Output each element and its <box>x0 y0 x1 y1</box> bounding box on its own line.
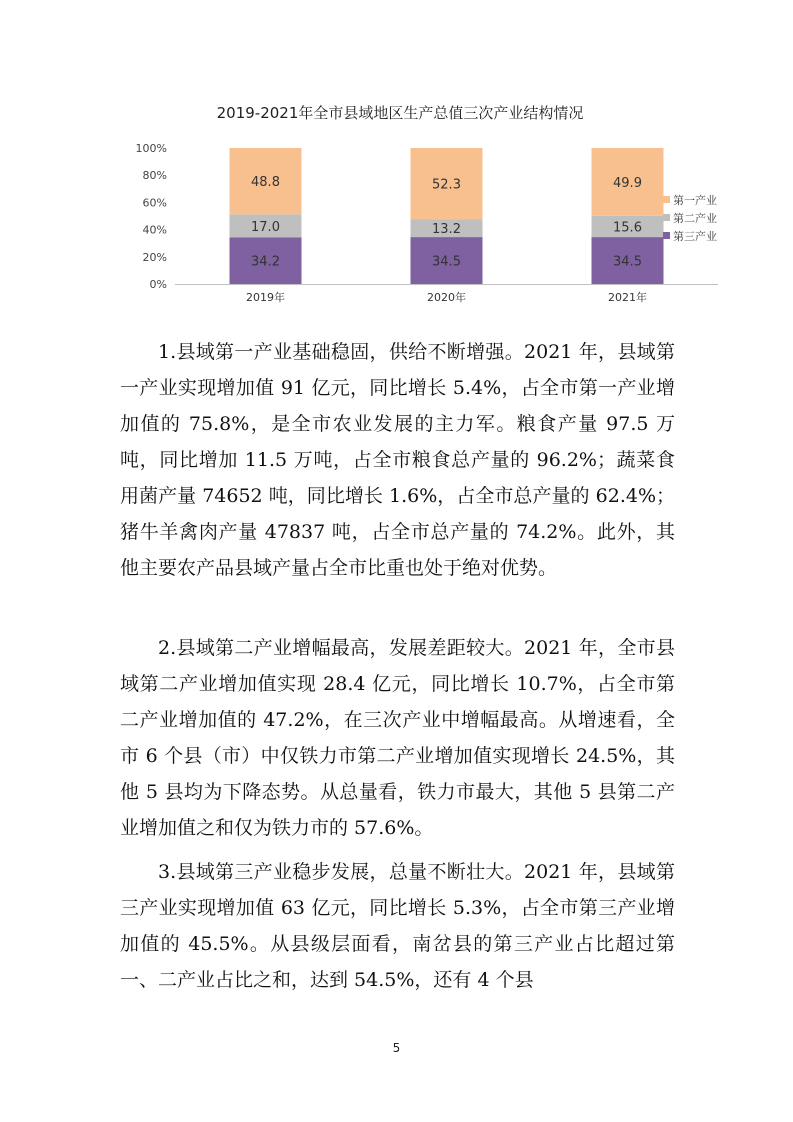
stacked-bar-chart <box>120 100 720 325</box>
data-label: 49.9 <box>613 175 642 191</box>
data-label: 15.6 <box>613 220 642 236</box>
y-tick-label: 60% <box>142 196 167 210</box>
chart-svg <box>120 100 720 325</box>
data-label: 34.5 <box>613 254 642 270</box>
page-number: 5 <box>392 1041 401 1055</box>
data-label: 17.0 <box>251 219 280 235</box>
legend-label: 第一产业 <box>673 194 717 207</box>
data-label: 34.5 <box>432 254 461 270</box>
legend-swatch <box>663 232 670 239</box>
paragraph-tertiary-industry: 3.县域第三产业稳步发展，总量不断壮大。2021 年，县域第三产业实现增加值 63 亿元，同比增长 5.3%，占全市第三产业增加值的 45.5%。从县级层面看，南岔县的第三产业占比超过第一、二产业占比之和，达到 54.5%，还有 4 个县 <box>120 861 675 991</box>
y-tick-label: 100% <box>135 142 167 155</box>
data-label: 48.8 <box>251 175 280 191</box>
paragraph-primary-industry: 1.县域第一产业基础稳固，供给不断增强。2021 年，县域第一产业实现增加值 91 亿元，同比增长 5.4%，占全市第一产业增加值的 75.8%，是全市农业发展的主力军。粮食产量 97.5 万吨，同比增加 11.5 万吨，占全市粮食总产量的 96.2%；蔬菜食用菌产量 74652 吨，同比增长 1.6%，占全市总产量的 62.4%；猪牛羊禽肉产量 47837 吨，占全市总产量的 74.2%。此外，其他主要农产品县域产量占全市比重也处于绝对优势。 <box>120 341 675 579</box>
data-label: 13.2 <box>432 222 461 238</box>
paragraph-secondary-industry: 2.县域第二产业增幅最高，发展差距较大。2021 年，全市县域第二产业增加值实现 28.4 亿元，同比增长 10.7%，占全市第二产业增加值的 47.2%，在三次产业中增幅最高。从增速看，全市 6 个县（市）中仅铁力市第二产业增加值实现增长 24.5%，其他 5 县均为下降态势。从总量看，铁力市最大，其他 5 县第二产业增加值之和仅为铁力市的 57.6%。 <box>120 637 675 839</box>
legend-label: 第二产业 <box>673 212 717 225</box>
y-tick-label: 0% <box>149 278 167 291</box>
data-label: 52.3 <box>432 177 461 193</box>
x-tick-label: 2021年 <box>608 291 647 304</box>
y-tick-label: 80% <box>142 169 167 183</box>
legend-swatch <box>663 196 670 203</box>
y-tick-label: 20% <box>142 250 167 264</box>
legend-label: 第三产业 <box>673 230 717 243</box>
y-tick-label: 40% <box>142 223 167 237</box>
legend-swatch <box>663 214 670 221</box>
x-tick-label: 2019年 <box>246 291 285 304</box>
data-label: 34.2 <box>251 254 280 270</box>
chart-title: 2019-2021年全市县域地区生产总值三次产业结构情况 <box>216 104 584 122</box>
x-tick-label: 2020年 <box>427 291 466 304</box>
